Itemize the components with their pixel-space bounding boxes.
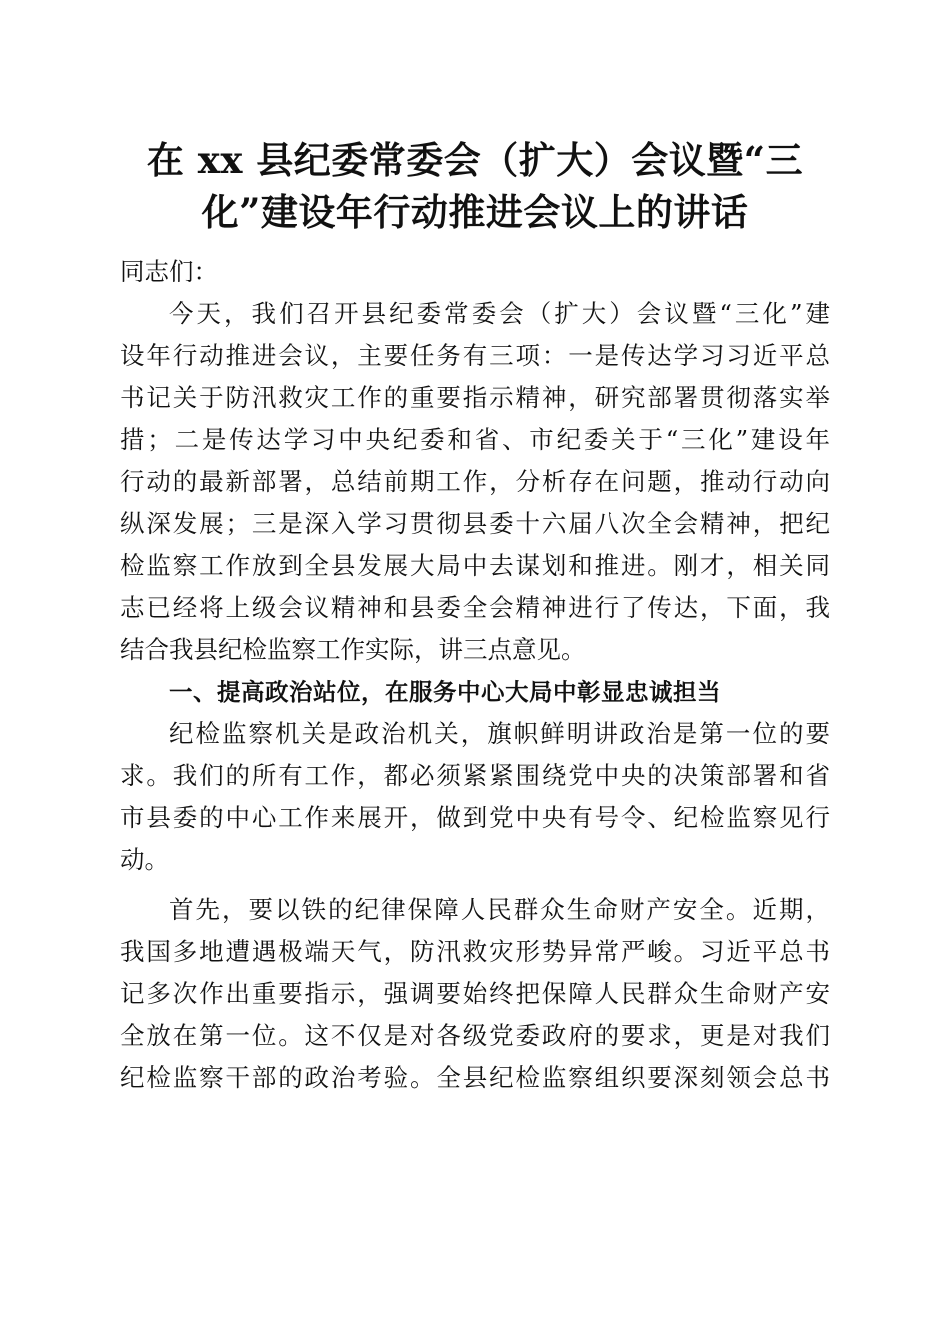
- paragraph-line: 检监察工作放到全县发展大局中去谋划和推进。刚才，相关同: [120, 551, 830, 580]
- paragraph-line: 志已经将上级会议精神和县委全会精神进行了传达，下面，我: [120, 593, 830, 622]
- paragraph-line: 书记关于防汛救灾工作的重要指示精神，研究部署贯彻落实举: [120, 383, 830, 412]
- paragraph-line: 我国多地遭遇极端天气，防汛救灾形势异常严峻。习近平总书: [120, 937, 830, 966]
- paragraph-line: 全放在第一位。这不仅是对各级党委政府的要求，更是对我们: [120, 1021, 830, 1050]
- paragraph-1: [120, 293, 830, 671]
- paragraph-line: 动。: [120, 845, 169, 874]
- section-heading: 一、提高政治站位，在服务中心大局中彰显忠诚担当: [169, 678, 721, 706]
- paragraph-line: 求。我们的所有工作，都必须紧紧围绕党中央的决策部署和省: [120, 761, 830, 790]
- paragraph-line: 纵深发展；三是深入学习贯彻县委十六届八次全会精神，把纪: [120, 509, 830, 538]
- paragraph-3: [120, 889, 830, 1099]
- paragraph-line: 记多次作出重要指示，强调要始终把保障人民群众生命财产安: [120, 979, 830, 1008]
- paragraph-spacer: [120, 881, 830, 889]
- paragraph-line: 纪检监察机关是政治机关，旗帜鲜明讲政治是第一位的要: [169, 719, 830, 748]
- paragraph-line: 首先，要以铁的纪律保障人民群众生命财产安全。近期，: [169, 895, 830, 924]
- document-body: [120, 251, 830, 1099]
- title-line-2: 化”建设年行动推进会议上的讲话: [201, 190, 749, 234]
- paragraph-line: 行动的最新部署，总结前期工作，分析存在问题，推动行动向: [120, 467, 830, 496]
- paragraph-line: 市县委的中心工作来展开，做到党中央有号令、纪检监察见行: [120, 803, 830, 832]
- paragraph-line: 措；二是传达学习中央纪委和省、市纪委关于“三化”建设年: [120, 425, 830, 454]
- salutation: 同志们：: [120, 257, 218, 286]
- paragraph-line: 结合我县纪检监察工作实际，讲三点意见。: [120, 635, 586, 664]
- title-line-1: 在 xx 县纪委常委会（扩大）会议暨“三: [146, 138, 804, 182]
- paragraph-2: [120, 713, 830, 881]
- paragraph-line: 今天，我们召开县纪委常委会（扩大）会议暨“三化”建: [169, 299, 830, 328]
- paragraph-line: 纪检监察干部的政治考验。全县纪检监察组织要深刻领会总书: [120, 1063, 830, 1092]
- paragraph-line: 设年行动推进会议，主要任务有三项：一是传达学习习近平总: [120, 341, 830, 370]
- document-title: [120, 134, 830, 238]
